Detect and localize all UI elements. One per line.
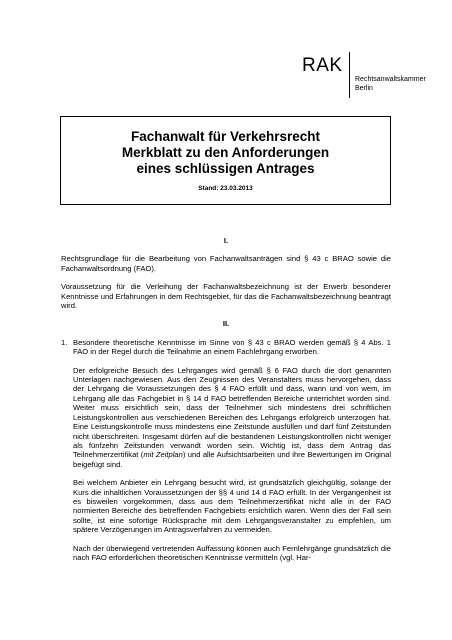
list-item-number: 1. — [61, 337, 68, 347]
title-line-3: eines schlüssigen Antrages — [136, 161, 315, 176]
title-box — [60, 116, 391, 205]
list-item-1 — [61, 338, 391, 357]
section-heading-2: II. — [222, 319, 230, 329]
logo-organization-name — [355, 75, 426, 93]
document-body — [61, 236, 391, 562]
paragraph-legal-basis: Rechtsgrundlage für die Bearbeitung von Fachanwaltsanträgen sind § 43 c BRAO sowie die Fachanwaltsordnung (FAO). — [61, 254, 391, 273]
logo-abbreviation: RAK — [302, 55, 343, 76]
course-proof-text-a: Der erfolgreiche Besuch des Lehrganges wird gemäß § 6 FAO durch die dort genannten Unterlagen nachgewiesen. Aus den Zeugnissen des Veranstalters muss hervorgehen, dass der Lehrgang die Voraussetzungen des § 4 FAO erfüllt und dass, wann und von wem, im Lehrgang alle das Fachgebiet in § 14 d FAO betreffenden Bereiche unterrichtet worden sind. Weiter muss ersichtlich sein, dass der Teilnehmer sich mindestens drei schriftlichen Leistungskontrollen aus verschiedenen Bereichen des Lehrgangs erfolgreich unterzogen hat. Eine Leistungskontrolle muss mindestens eine Zeitstunde ausfüllen und darf fünf Zeitstunden nicht überschreiten. Insgesamt dürfen auf die bestandenen Leistungskontrollen nicht weniger als fünfzehn Zeitstunden verwandt worden sein. Wichtig ist, dass dem Antrag das Teilnehmerzertifikat ( — [73, 365, 391, 460]
logo-name-line2: Berlin — [355, 85, 373, 92]
title-line-2: Merkblatt zu den Anforderungen — [121, 145, 330, 160]
paragraph-provider: Bei welchem Anbieter ein Lehrgang besucht wird, ist grundsätzlich gleichgültig, solange der Kurs die inhaltlichen Voraussetzungen der §§ 4 und 14 d FAO erfüllt. In der Vergangenheit ist es bisweilen vorgekommen, dass aus dem Teilnehmerzertifikat nicht alle in der FAO normierten Bereiche des betreffenden Fachgebiets ersichtlich waren. Wenn dies der Fall sein sollte, ist eine sofortige Rücksprache mit dem Lehrgangsveranstalter zu empfehlen, um spätere Verzögerungen im Antragsverfahren zu vermeiden. — [73, 478, 391, 535]
paragraph-course-proof — [73, 366, 391, 469]
section-heading-1: I. — [223, 236, 229, 245]
course-proof-italic: mit Zeitplan — [143, 450, 183, 460]
stand-date: Stand: 23.03.2013 — [198, 185, 253, 192]
paragraph-distance-learning: Nach der überwiegend vertretenden Auffassung können auch Fernlehrgänge grundsätzlich die nach FAO erforderlichen theoretischen Kenntnisse vermitteln (vgl. Har- — [73, 543, 391, 562]
logo-divider — [349, 52, 350, 98]
course-proof-text-b: ) und alle Aufsichtsarbeiten und ihre Bewertungen im Original beigefügt sind. — [73, 450, 392, 469]
title-line-1: Fachanwalt für Verkehrsrecht — [130, 129, 321, 144]
logo-name-line1: Rechtsanwaltskammer — [355, 76, 426, 83]
list-item-text: Besondere theoretische Kenntnisse im Sinne von § 43 c BRAO werden gemäß § 4 Abs. 1 FAO in der Regel durch die Teilnahme an einem Fachlehrgang erworben. — [73, 337, 391, 357]
paragraph-requirement: Voraussetzung für die Verleihung der Fachanwaltsbezeichnung ist der Erwerb besonderer Kenntnisse und Erfahrungen in dem Rechtsgebiet, für das die Fachanwaltsbezeichnung beantragt wird. — [61, 282, 391, 311]
